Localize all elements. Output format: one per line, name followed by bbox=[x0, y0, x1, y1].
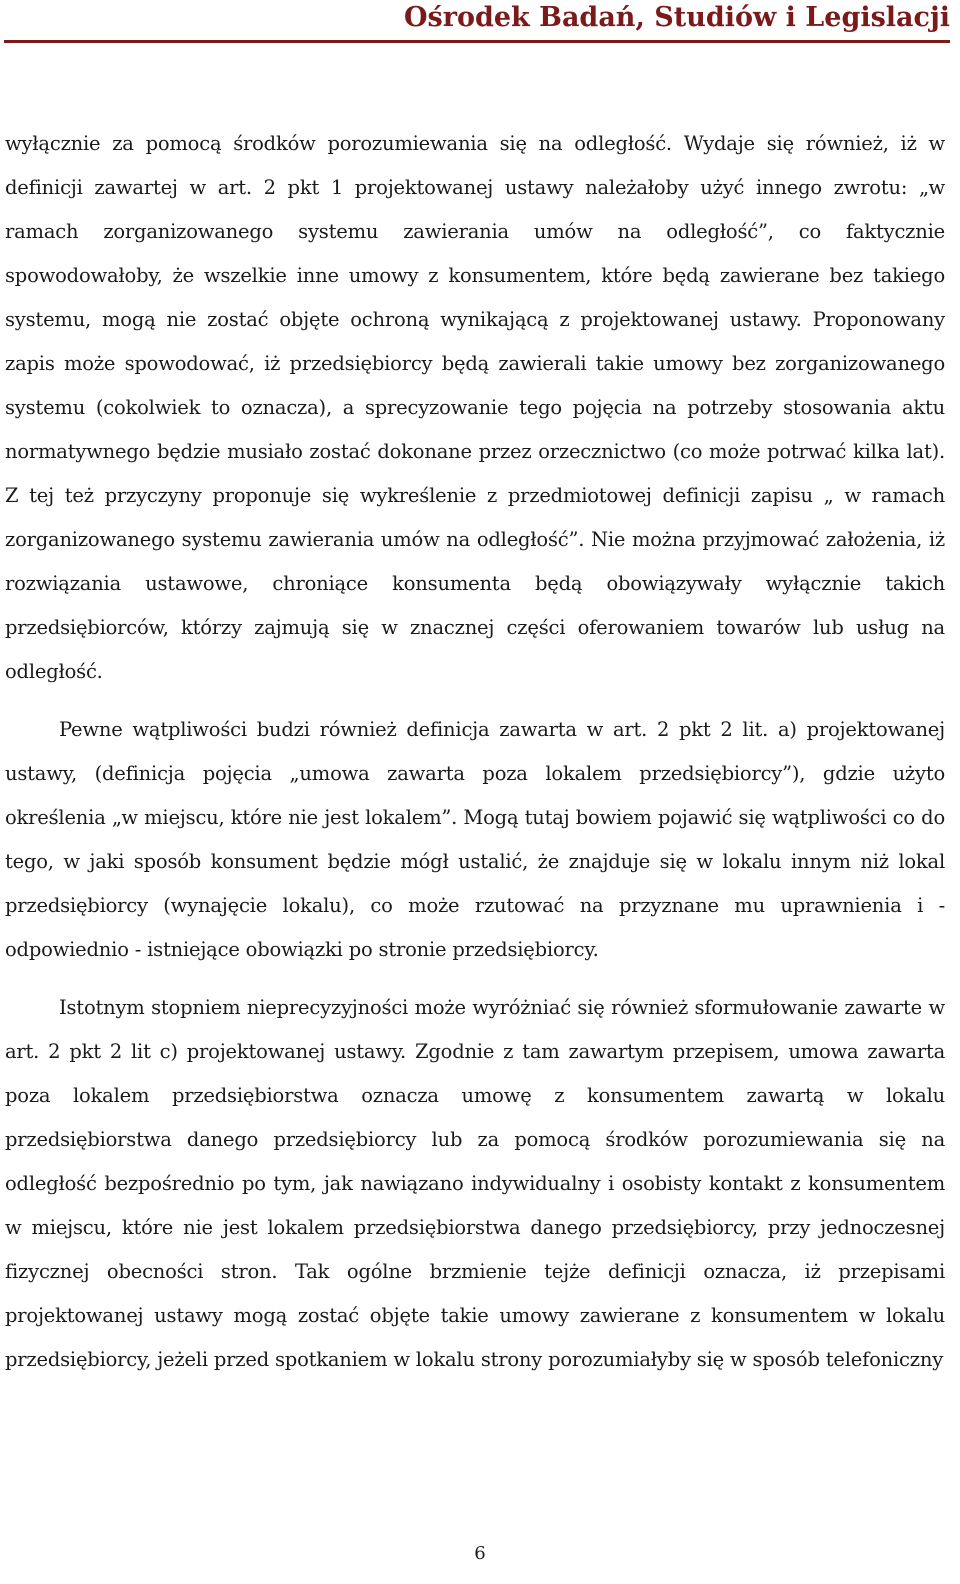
paragraph-definition-2a: Pewne wątpliwości budzi również definicja zawarta w art. 2 pkt 2 lit. a) projektowanej ustawy, (definicja pojęcia „umowa zawarta poza lokalem przedsiębiorcy”), gdzie użyto określenia „w miejscu, które nie jest lokalem”. Mogą tutaj bowiem pojawić się wątpliwości co do tego, w jaki sposób konsument będzie mógł ustalić, że znajduje się w lokalu innym niż lokal przedsiębiorcy (wynajęcie lokalu), co może rzutować na przyznane mu uprawnienia i - odpowiednio - istniejące obowiązki po stronie przedsiębiorcy. bbox=[5, 718, 945, 961]
header-title: Ośrodek Badań, Studiów i Legislacji bbox=[404, 2, 950, 33]
paragraph-definition-2c: Istotnym stopniem nieprecyzyjności może wyróżniać się również sformułowanie zawarte w art. 2 pkt 2 lit c) projektowanej ustawy. Zgodnie z tam zawartym przepisem, umowa zawarta poza lokalem przedsiębiorstwa oznacza umowę z konsumentem zawartą w lokalu przedsiębiorstwa danego przedsiębiorcy lub za pomocą środków porozumiewania się na odległość bezpośrednio po tym, jak nawiązano indywidualny i osobisty kontakt z konsumentem w miejscu, które nie jest lokalem przedsiębiorstwa danego przedsiębiorcy, przy jednoczesnej fizycznej obecności stron. Tak ogólne brzmienie tejże definicji oznacza, iż przepisami projektowanej ustawy mogą zostać objęte takie umowy zawierane z konsumentem w lokalu przedsiębiorcy, jeżeli przed spotkaniem w lokalu strony porozumiałyby się w sposób telefoniczny bbox=[5, 996, 945, 1371]
page-header bbox=[0, 0, 950, 52]
paragraph-continued: wyłącznie za pomocą środków porozumiewania się na odległość. Wydaje się również, iż w definicji zawartej w art. 2 pkt 1 projektowanej ustawy należałoby użyć innego zwrotu: „w ramach zorganizowanego systemu zawierania umów na odległość”, co faktycznie spowodowałoby, że wszelkie inne umowy z konsumentem, które będą zawierane bez takiego systemu, mogą nie zostać objęte ochroną wynikającą z projektowanej ustawy. Proponowany zapis może spowodować, iż przedsiębiorcy będą zawierali takie umowy bez zorganizowanego systemu (cokolwiek to oznacza), a sprecyzowanie tego pojęcia na potrzeby stosowania aktu normatywnego będzie musiało zostać dokonane przez orzecznictwo (co może potrwać kilka lat). Z tej też przyczyny proponuje się wykreślenie z przedmiotowej definicji zapisu „ w ramach zorganizowanego systemu zawierania umów na odległość”. Nie można przyjmować założenia, iż rozwiązania ustawowe, chroniące konsumenta będą obowiązywały wyłącznie takich przedsiębiorców, którzy zajmują się w znacznej części oferowaniem towarów lub usług na odległość. bbox=[5, 132, 945, 683]
header-divider bbox=[4, 40, 950, 43]
page-number: 6 bbox=[474, 1543, 486, 1564]
document-body bbox=[5, 122, 945, 1382]
